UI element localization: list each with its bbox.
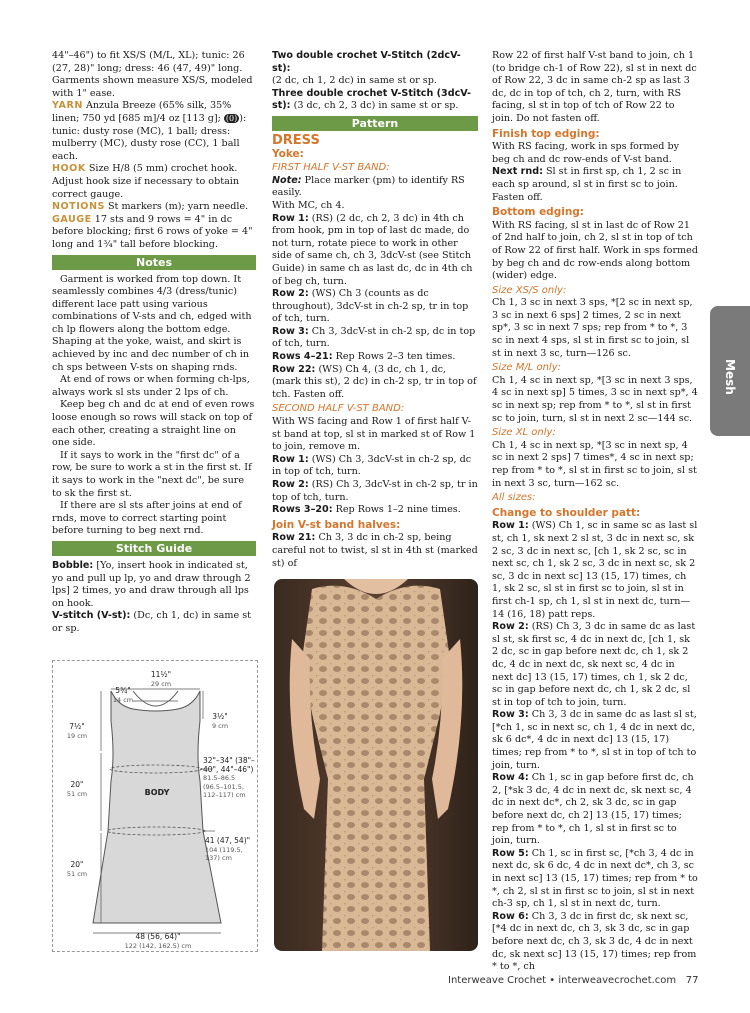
page-footer bbox=[448, 975, 698, 986]
note-paragraph: At end of rows or when forming ch-lps, always work sl sts under 2 lps of ch. bbox=[52, 374, 250, 398]
hook-para bbox=[52, 163, 256, 201]
column-1 bbox=[52, 50, 256, 636]
footer-bullet: • bbox=[549, 975, 556, 986]
size-ml-text: Ch 1, 4 sc in next sp, *[3 sc in next 3 sps, 4 sc in next sp] 5 times, 3 sc in next sp*, 4 sc in next sp; rep from * to *, sl st in first sc to join, turn, sl st in next 2 sc—144 sc. bbox=[492, 374, 698, 424]
page-number: 77 bbox=[685, 975, 699, 986]
notes-header: Notes bbox=[52, 255, 256, 270]
size-xl-title: Size XL only: bbox=[492, 427, 556, 439]
hook-text: Size H/8 (5 mm) crochet hook. Adjust hook size if necessary to obtain correct gauge. bbox=[52, 163, 240, 200]
section-tab-label: Mesh bbox=[723, 359, 737, 395]
stitch-guide-header: Stitch Guide bbox=[52, 541, 256, 556]
next-rnd-para: Next rnd: Sl st in first sp, ch 1, 2 sc in each sp around, sl st in first sc to join. Fasten off. bbox=[492, 166, 682, 203]
dress-schematic bbox=[52, 660, 258, 952]
three-dc-label: Three double crochet V-Stitch (3dcV-st): bbox=[272, 87, 471, 112]
yarn-text-2: ): tunic: dusty rose (MC), 1 ball; dress: mulberry (MC), dusty rose (CC), 1 ball each. bbox=[52, 112, 247, 162]
row-entry: Row 22: (WS) Ch 4, (3 dc, ch 1, dc, (mark this st), 2 dc) in ch-2 sp, tr in top of tch. Fasten off. bbox=[272, 363, 477, 400]
size-xl-text: Ch 1, 4 sc in next sp, *[3 sc in next sp, 4 sc in next 2 sps] 7 times*, 4 sc in next sp; rep from * to *, sl st in first sc to join, sl st in next 3 sc, turn—162 sc. bbox=[492, 439, 697, 489]
vst-text: (Dc, ch 1, dc) in same st or sp. bbox=[52, 610, 251, 634]
second-intro: With WS facing and Row 1 of first half V-st band at top, sl st in marked st of Row 1 to join, remove m. bbox=[272, 416, 476, 453]
join-title: Join V-st band halves: bbox=[272, 518, 401, 531]
row21-para: Row 21: Ch 3, 3 dc in ch-2 sp, being careful not to twist, sl st in 4th st (marked st) of bbox=[272, 532, 478, 569]
gauge-para bbox=[52, 214, 256, 252]
vst-label: V-stitch (V-st): bbox=[52, 610, 131, 622]
row-entry: Row 1: (WS) Ch 3, 3dcV-st in ch-2 sp, dc in top of tch, turn. bbox=[272, 453, 472, 478]
section-tab bbox=[710, 306, 750, 436]
neck-label: 5¾" 14 cm bbox=[112, 686, 134, 704]
change-shoulder-title: Change to shoulder patt: bbox=[492, 506, 641, 519]
finish-top-title: Finish top edging: bbox=[492, 127, 600, 140]
bobble-label: Bobble: bbox=[52, 559, 94, 571]
row-entry: Rows 3–20: Rep Rows 1–2 nine times. bbox=[272, 504, 461, 516]
lower-length-label: 20" 51 cm bbox=[66, 860, 88, 878]
hem-label: 48 (56, 64)" 122 (142, 162.5) cm bbox=[124, 932, 192, 950]
second-half-title: SECOND HALF V-ST BAND: bbox=[272, 403, 405, 415]
footer-site: interweavecrochet.com bbox=[558, 975, 677, 986]
sizes-text: 44"–46") to fit XS/S (M/L, XL); tunic: 26 (27, 28)" long; dress: 46 (47, 49)" long. Garments shown measure XS/S, modeled with 1" ease. bbox=[52, 50, 253, 99]
row-entry: Row 3: Ch 3, 3 dc in same dc as last sl st, [*ch 1, sc in next sc, ch 1, 4 dc in next dc, sk 6 dc*, 4 dc in next dc] 13 (15, 17) times; rep from * to *, sl st in top of tch to join, turn. bbox=[492, 709, 697, 771]
gauge-text: 17 sts and 9 rows = 4" in dc before blocking; first 6 rows of yoke = 4" long and 1¾" tall before blocking. bbox=[52, 213, 253, 250]
note-paragraph: Garment is worked from top down. It seamlessly combines 4/3 (dress/tunic) different lace patt using various combinations of V-sts and ch, edged with ch lp flowers along the bottom edge. Shaping at the yoke, waist, and skirt is achieved by inc and dec number of ch in ch sps between V-sts on shaping rnds. bbox=[52, 273, 252, 373]
yarn-weight-icon: (0) bbox=[225, 113, 238, 123]
two-dc-text: (2 dc, ch 1, 2 dc) in same st or sp. bbox=[272, 75, 437, 87]
row-entry: Row 6: Ch 3, 3 dc in first dc, sk next sc, [*4 dc in next dc, ch 3, sk 3 dc, sc in gap before next dc, ch 3, sk 3 dc, 4 dc in next dc, sk next sc] 13 (15, 17) times; rep from * to *, ch bbox=[492, 910, 697, 973]
with-mc: With MC, ch 4. bbox=[272, 199, 345, 211]
note-para bbox=[272, 175, 478, 200]
row-entry: Row 2: (WS) Ch 3 (counts as dc throughout), 3dcV-st in ch-2 sp, tr in top of tch, turn. bbox=[272, 288, 469, 325]
note-label: Note: bbox=[272, 174, 302, 186]
row-entry: Row 3: Ch 3, 3dcV-st in ch-2 sp, dc in top of tch, turn. bbox=[272, 325, 476, 350]
top-width-label: 11½" 29 cm bbox=[150, 670, 172, 688]
three-dc-para bbox=[272, 88, 478, 113]
note-paragraph: If it says to work in the "first dc" of a row, be sure to work a st in the first st. If it says to work in the "next dc", be sure to sk the first st. bbox=[52, 449, 252, 499]
yarn-label: YARN bbox=[52, 100, 83, 112]
two-dc-label: Two double crochet V-Stitch (2dcV-st): bbox=[272, 50, 461, 74]
yoke-title: Yoke: bbox=[272, 147, 304, 160]
shoulder-label: 3½" 9 cm bbox=[211, 712, 229, 730]
note-text: Place marker (pm) to identify RS easily. bbox=[272, 174, 465, 199]
row-entry: Row 2: (RS) Ch 3, 3dcV-st in ch-2 sp, tr in top of tch, turn. bbox=[272, 479, 478, 503]
notions-text: St markers (m); yarn needle. bbox=[107, 201, 249, 213]
notions-label: NOTIONS bbox=[52, 201, 105, 213]
two-dc-para bbox=[272, 50, 478, 88]
hook-label: HOOK bbox=[52, 163, 86, 175]
notions-para bbox=[52, 201, 256, 214]
row-entry: Rows 4–21: Rep Rows 2–3 ten times. bbox=[272, 351, 456, 363]
dress-photo bbox=[274, 579, 478, 951]
armhole-label: 7½" 19 cm bbox=[66, 722, 88, 740]
three-dc-text: (3 dc, ch 2, 3 dc) in same st or sp. bbox=[293, 100, 459, 112]
row-entry: Row 5: Ch 1, sc in first sc, [*ch 3, 4 dc in next dc, sk 6 dc, 4 dc in next dc*, ch 3, sc in next sc] 13 (15, 17) times; rep from * to *, ch 2, sl st in first sc to join, sl st in next ch-3 sp, ch 1, sl st in next dc, turn. bbox=[492, 847, 698, 910]
yarn-para bbox=[52, 100, 256, 163]
row-entry: Row 4: Ch 1, sc in gap before first dc, ch 2, [*sk 3 dc, 4 dc in next dc, sk next sc, 4 dc in next dc*, ch 2, sk 3 dc, sc in gap before next dc, ch 2] 13 (15, 17) times; rep from * to *, ch 1, sl st in first sc to join, turn. bbox=[492, 772, 694, 847]
gauge-label: GAUGE bbox=[52, 213, 92, 225]
body-label: BODY bbox=[144, 788, 170, 797]
size-xs-title: Size XS/S only: bbox=[492, 284, 567, 296]
note-paragraph: If there are sl sts after joins at end of rnds, move to correct starting point before turning to beg next rnd. bbox=[52, 500, 242, 537]
bobble-para bbox=[52, 560, 256, 610]
size-ml-title: Size M/L only: bbox=[492, 362, 561, 374]
bottom-edging-title: Bottom edging: bbox=[492, 206, 585, 219]
waist-label: 41 (47, 54)" 104 (119.5, 137) cm bbox=[205, 836, 251, 862]
row-entry: Row 2: (RS) Ch 3, 3 dc in same dc as last sl st, sk first sc, 4 dc in next dc, [ch 1, sk 2 dc, sc in gap before next dc, ch 1, sk 2 dc, 4 dc in next dc, sk next sc, 4 dc in next dc] 13 (15, 17) times, ch 1, sk 2 dc, sc in gap before next dc, ch 1, sk 2 dc, sl st in top of tch to join, turn. bbox=[492, 621, 696, 708]
row-entry: Row 1: (RS) (2 dc, ch 2, 3 dc) in 4th ch from hook, pm in top of last dc made, do not turn, rotate piece to work in other side of same ch, ch 3, 3dcV-st (see Stitch Guide) in same ch as last dc, dc in 4th ch of beg ch, turn. bbox=[272, 212, 473, 287]
vst-para bbox=[52, 610, 256, 635]
yarn-text: Anzula Breeze (65% silk, 35% linen; 750 yd [685 m]/4 oz [113 g]; bbox=[52, 100, 232, 124]
bottom-edging-text: With RS facing, sl st in last dc of Row 21 of 2nd half to join, ch 2, sl st in top of tch of Row 22 of first half. Work in sps formed by beg ch and dc row-ends along bottom (wider) edge. bbox=[492, 219, 698, 282]
pattern-header: Pattern bbox=[272, 116, 478, 131]
size-xs-text: Ch 1, 3 sc in next 3 sps, *[2 sc in next sp, 3 sc in next 6 sps] 2 times, 2 sc in next sp*, 3 sc in next 7 sps; rep from * to *, 3 sc in next 4 sps, sl st in first sc to join, sl st in next 3 sc, turn—126 sc. bbox=[492, 297, 693, 359]
lace-dress-illustration bbox=[274, 579, 478, 951]
bobble-text: [Yo, insert hook in indicated st, yo and pull up lp, yo and draw through 2 lps] 2 times, yo and draw through all lps on hook. bbox=[52, 559, 251, 609]
col3-intro: Row 22 of first half V-st band to join, ch 1 (to bridge ch-1 of Row 22), sl st in next dc of Row 22, 3 dc in same ch-2 sp as last 3 dc, dc in top of tch, ch 2, turn, with RS facing, sl st in top of tch of Row 22 to join. Do not fasten off. bbox=[492, 50, 697, 124]
all-sizes-title: All sizes: bbox=[492, 492, 536, 504]
row-entry: Row 1: (WS) Ch 1, sc in same sc as last sl st, ch 1, sk next 2 sl st, 3 dc in next sc, sk 2 sc, 3 dc in next sc, [ch 1, sk 2 sc, sc in next sc, ch 1, sk 2 sc, 3 dc in next sc, sk 2 sc, 3 dc in next sc] 13 (15, 17) times, ch 1, sk 2 sc, sl st in first sc to join, sl st in first ch-1 sp, ch 1, sl st in next dc, turn—14 (16, 18) patt reps. bbox=[492, 520, 698, 620]
bust-label: 32"–34" (38"–40", 44"–46") 81.5–86.5 (96.5–101.5, 112–117) cm bbox=[203, 756, 255, 799]
schematic-drawing bbox=[53, 661, 257, 951]
note-paragraph: Keep beg ch and dc at end of even rows loose enough so rows will stack on top of each other, creating a straight line on one side. bbox=[52, 399, 255, 449]
dress-title: DRESS bbox=[272, 132, 320, 148]
column-3 bbox=[492, 50, 698, 974]
footer-magazine: Interweave Crochet bbox=[448, 975, 547, 986]
column-2 bbox=[272, 50, 478, 570]
upper-length-label: 20" 51 cm bbox=[66, 780, 88, 798]
first-half-title: FIRST HALF V-ST BAND: bbox=[272, 162, 390, 174]
finish-top-text: With RS facing, work in sps formed by beg ch and dc row-ends of V-st band. bbox=[492, 141, 680, 165]
